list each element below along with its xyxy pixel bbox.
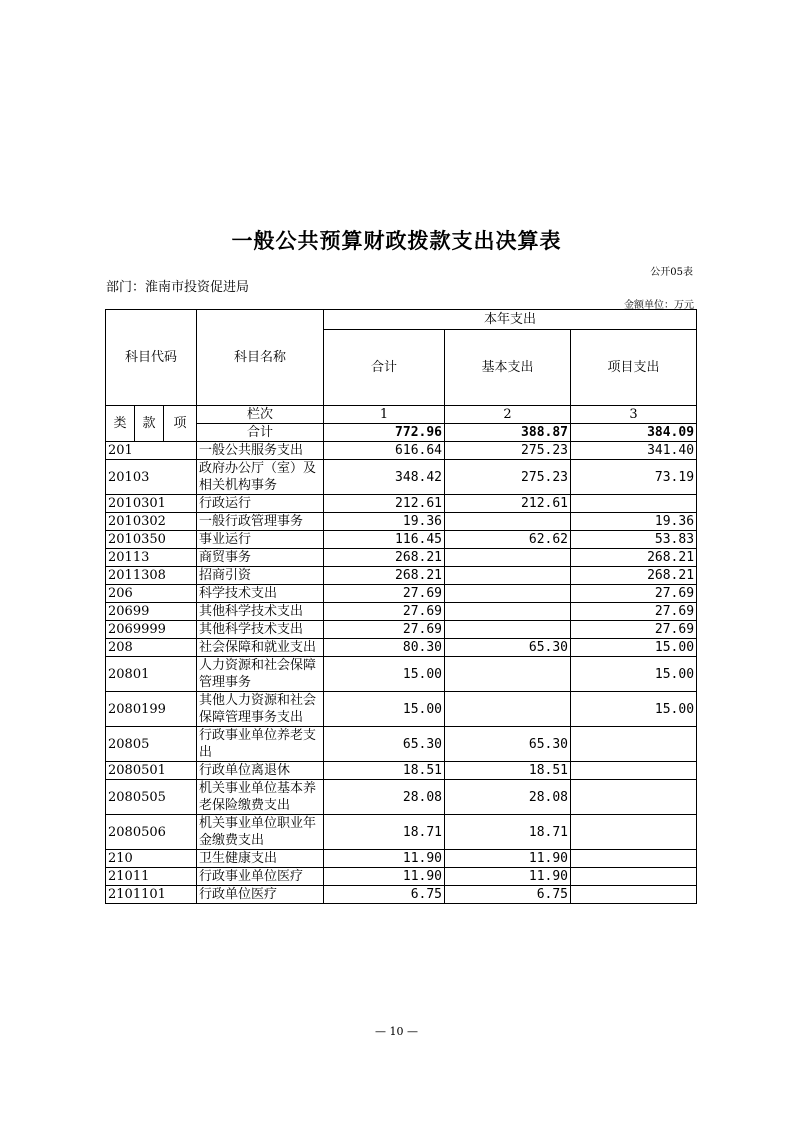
row-code: 2080505: [106, 780, 197, 815]
table-row: [106, 585, 697, 603]
row-basic: 28.08: [445, 780, 571, 815]
table-row: [106, 657, 697, 692]
row-total: 15.00: [324, 657, 445, 692]
totals-label: 合计: [197, 424, 324, 442]
row-code: 210: [106, 850, 197, 868]
row-total: 268.21: [324, 549, 445, 567]
table-row: [106, 727, 697, 762]
row-project: 27.69: [571, 621, 697, 639]
row-total: 27.69: [324, 621, 445, 639]
row-name: 其他科学技术支出: [197, 621, 324, 639]
row-project: [571, 850, 697, 868]
row-name: 卫生健康支出: [197, 850, 324, 868]
row-total: 80.30: [324, 639, 445, 657]
row-project: 19.36: [571, 513, 697, 531]
row-code: 20103: [106, 460, 197, 495]
row-code: 201: [106, 442, 197, 460]
row-code: 20113: [106, 549, 197, 567]
table-row: [106, 815, 697, 850]
row-total: 27.69: [324, 585, 445, 603]
row-project: 15.00: [571, 639, 697, 657]
page-title: 一般公共预算财政拨款支出决算表: [231, 229, 562, 253]
row-total: 616.64: [324, 442, 445, 460]
row-basic: [445, 513, 571, 531]
row-code: 2010350: [106, 531, 197, 549]
row-name: 一般公共服务支出: [197, 442, 324, 460]
row-code: 21011: [106, 868, 197, 886]
row-basic: 11.90: [445, 850, 571, 868]
row-basic: [445, 603, 571, 621]
row-project: 27.69: [571, 603, 697, 621]
row-code: 2069999: [106, 621, 197, 639]
row-name: 行政事业单位医疗: [197, 868, 324, 886]
row-project: [571, 495, 697, 513]
header-year-expense: 本年支出: [324, 310, 697, 330]
row-name: 招商引资: [197, 567, 324, 585]
row-basic: 18.71: [445, 815, 571, 850]
row-total: 18.51: [324, 762, 445, 780]
row-name: 一般行政管理事务: [197, 513, 324, 531]
table-row: [106, 762, 697, 780]
row-name: 行政事业单位养老支出: [197, 727, 324, 762]
row-basic: 65.30: [445, 727, 571, 762]
totals-project: 384.09: [571, 424, 697, 442]
table-row: [106, 639, 697, 657]
row-total: 19.36: [324, 513, 445, 531]
row-code: 20805: [106, 727, 197, 762]
row-name: 行政单位离退休: [197, 762, 324, 780]
table-row: [106, 567, 697, 585]
row-name: 政府办公厅（室）及相关机构事务: [197, 460, 324, 495]
row-name: 商贸事务: [197, 549, 324, 567]
table-row: [106, 442, 697, 460]
row-total: 27.69: [324, 603, 445, 621]
row-code: 2101101: [106, 886, 197, 904]
row-basic: [445, 549, 571, 567]
department-label: 部门：淮南市投资促进局: [106, 280, 250, 295]
header-xiang: 项: [164, 406, 197, 442]
header-col3: 3: [571, 406, 697, 424]
row-code: 208: [106, 639, 197, 657]
row-basic: 275.23: [445, 442, 571, 460]
row-project: [571, 815, 697, 850]
table-row: [106, 549, 697, 567]
row-code: 20699: [106, 603, 197, 621]
row-code: 2010301: [106, 495, 197, 513]
row-basic: 65.30: [445, 639, 571, 657]
row-total: 11.90: [324, 868, 445, 886]
budget-table: [105, 309, 697, 904]
row-basic: 11.90: [445, 868, 571, 886]
table-row: [106, 886, 697, 904]
table-number: 公开05表: [650, 267, 693, 278]
table-row: [106, 603, 697, 621]
table-row: [106, 621, 697, 639]
row-name: 行政单位医疗: [197, 886, 324, 904]
row-name: 社会保障和就业支出: [197, 639, 324, 657]
row-project: 15.00: [571, 657, 697, 692]
row-name: 机关事业单位基本养老保险缴费支出: [197, 780, 324, 815]
totals-total: 772.96: [324, 424, 445, 442]
table-row: [106, 780, 697, 815]
row-project: 268.21: [571, 567, 697, 585]
row-total: 268.21: [324, 567, 445, 585]
row-project: [571, 762, 697, 780]
row-total: 6.75: [324, 886, 445, 904]
table-row: [106, 868, 697, 886]
row-name: 行政运行: [197, 495, 324, 513]
row-code: 2080501: [106, 762, 197, 780]
row-code: 2011308: [106, 567, 197, 585]
header-col2: 2: [445, 406, 571, 424]
header-basic: 基本支出: [445, 330, 571, 406]
row-project: 53.83: [571, 531, 697, 549]
row-total: 212.61: [324, 495, 445, 513]
row-basic: 212.61: [445, 495, 571, 513]
header-lei: 类: [106, 406, 135, 442]
table-row: [106, 850, 697, 868]
row-name: 科学技术支出: [197, 585, 324, 603]
row-total: 11.90: [324, 850, 445, 868]
row-basic: [445, 657, 571, 692]
totals-basic: 388.87: [445, 424, 571, 442]
row-basic: 18.51: [445, 762, 571, 780]
row-project: [571, 886, 697, 904]
row-total: 18.71: [324, 815, 445, 850]
row-name: 其他科学技术支出: [197, 603, 324, 621]
row-basic: 275.23: [445, 460, 571, 495]
row-basic: [445, 585, 571, 603]
page-number: — 10 —: [375, 1025, 418, 1038]
header-name: 科目名称: [197, 310, 324, 406]
row-project: 27.69: [571, 585, 697, 603]
row-project: 268.21: [571, 549, 697, 567]
row-name: 机关事业单位职业年金缴费支出: [197, 815, 324, 850]
row-project: 73.19: [571, 460, 697, 495]
row-code: 2080199: [106, 692, 197, 727]
row-basic: [445, 692, 571, 727]
row-basic: 62.62: [445, 531, 571, 549]
row-project: [571, 868, 697, 886]
header-kuan: 款: [135, 406, 164, 442]
row-basic: [445, 621, 571, 639]
table-row: [106, 692, 697, 727]
row-total: 348.42: [324, 460, 445, 495]
row-basic: [445, 567, 571, 585]
table-row: [106, 531, 697, 549]
header-total: 合计: [324, 330, 445, 406]
row-total: 28.08: [324, 780, 445, 815]
row-project: 15.00: [571, 692, 697, 727]
row-code: 2010302: [106, 513, 197, 531]
table-row: [106, 495, 697, 513]
header-code: 科目代码: [106, 310, 197, 406]
row-total: 65.30: [324, 727, 445, 762]
table-row: [106, 513, 697, 531]
table-row: [106, 460, 697, 495]
row-total: 15.00: [324, 692, 445, 727]
row-project: 341.40: [571, 442, 697, 460]
row-name: 事业运行: [197, 531, 324, 549]
row-code: 2080506: [106, 815, 197, 850]
row-name: 其他人力资源和社会保障管理事务支出: [197, 692, 324, 727]
row-basic: 6.75: [445, 886, 571, 904]
row-project: [571, 780, 697, 815]
row-project: [571, 727, 697, 762]
header-col1: 1: [324, 406, 445, 424]
header-lanci: 栏次: [197, 406, 324, 424]
row-total: 116.45: [324, 531, 445, 549]
header-project: 项目支出: [571, 330, 697, 406]
unit-label: 金额单位：万元: [624, 300, 694, 311]
row-name: 人力资源和社会保障管理事务: [197, 657, 324, 692]
row-code: 20801: [106, 657, 197, 692]
row-code: 206: [106, 585, 197, 603]
